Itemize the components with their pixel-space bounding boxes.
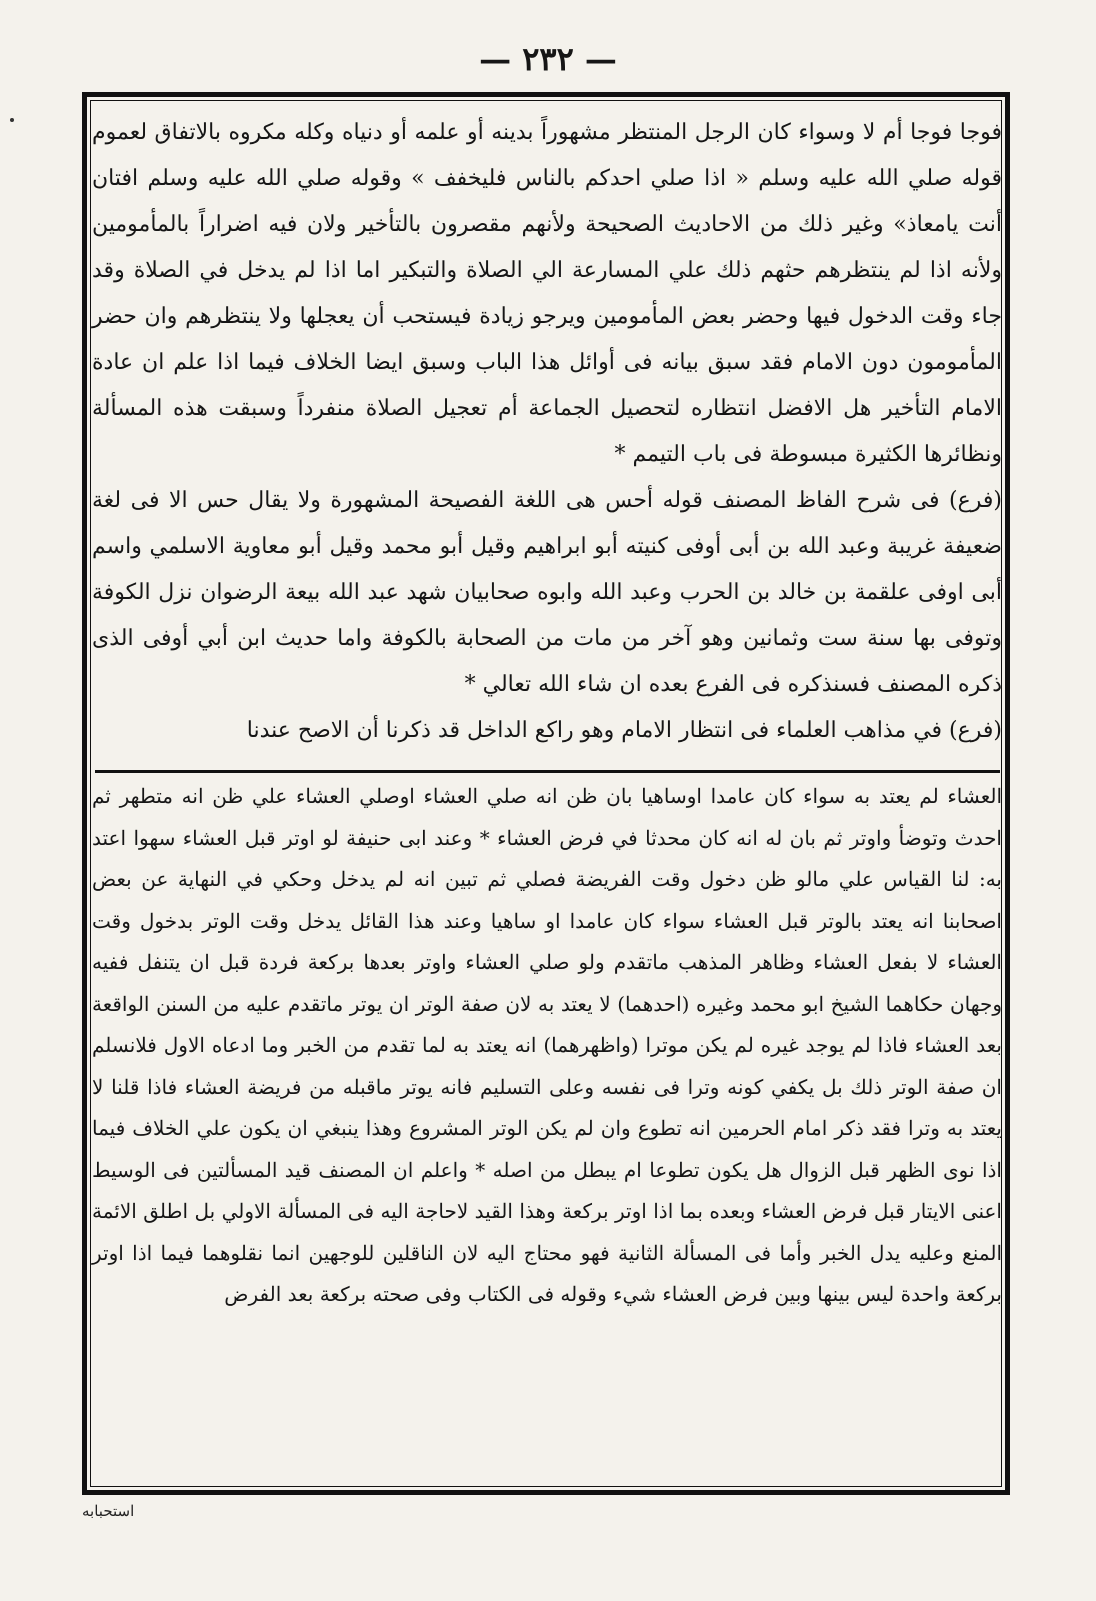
catchword: استحبابه <box>82 1502 135 1520</box>
main-paragraph: (فرع) في مذاهب العلماء فى انتظار الامام وهو راكع الداخل قد ذكرنا أن الاصح عندنا <box>246 718 1002 743</box>
margin-speck <box>10 118 14 122</box>
main-paragraph: فوجا فوجا أم لا وسواء كان الرجل المنتظر مشهوراً بدينه أو علمه أو دنياه وكله مكروه بالاتفاق لعموم قوله صلي الله عليه وسلم « اذا صلي احدكم بالناس فليخفف » وقوله صلي الله عليه وسلم افتان أنت يامعاذ» وغير ذلك من الاحاديث الصحيحة ولأنهم مقصرون بالتأخير ولان فيه اضراراً بالمأمومين ولأنه اذا لم ينتظرهم حثهم ذلك علي المسارعة الي الصلاة والتبكير اما اذا لم يدخل في الصلاة وقد جاء وقت الدخول فيها وحضر بعض المأمومين ويرجو زيادة فيستحب أن يعجلها ولا ينتظرهم وان حضر المأمومون دون الامام فقد سبق بيانه فى أوائل هذا الباب وسبق ايضا الخلاف فيما اذا علم ان عادة الامام التأخير هل الافضل انتظاره لتحصيل الجماعة أم تعجيل الصلاة منفرداً وسبقت هذه المسألة ونظائرها الكثيرة مبسوطة فى باب التيمم * <box>92 120 1002 467</box>
main-text-block <box>92 110 1002 754</box>
page-number: — ٢٣٢ — <box>479 40 617 78</box>
commentary-paragraph: العشاء لم يعتد به سواء كان عامدا اوساهيا بان ظن انه صلي العشاء اوصلي العشاء علي ظن انه متطهر ثم احدث وتوضأ واوتر ثم بان له انه كان محدثا في فرض العشاء * وعند ابى حنيفة لو اوتر قبل العشاء سهوا اعتد به: لنا القياس علي مالو ظن دخول وقت الفريضة فصلي ثم تبين انه لم يدخل وحكي في النهاية عن بعض اصحابنا انه يعتد بالوتر قبل العشاء سواء كان عامدا او ساهيا وعند هذا القائل يدخل وقت الوتر بدخول وقت العشاء لا بفعل العشاء وظاهر المذهب ماتقدم ولو صلي العشاء واوتر بعدها بركعة فردة قبل ان يتنفل ففيه وجهان حكاهما الشيخ ابو محمد وغيره (احدهما) لا يعتد به لان صفة الوتر ان يوتر ماتقدم عليه من السنن الواقعة بعد العشاء فاذا لم يوجد غيره لم يكن موترا (واظهرهما) انه يعتد به لما تقدم من الخبر وما ادعاه الاول فلانسلم ان صفة الوتر ذلك بل يكفي كونه وترا فى نفسه وعلى التسليم فانه يوتر ماقبله من فريضة العشاء فاذا قلنا لا يعتد به وترا فقد ذكر امام الحرمين انه تطوع وان لم يكن الوتر المشروع وهذا ينبغي ان يكون علي الخلاف فيما اذا نوى الظهر قبل الزوال هل يكون تطوعا ام يبطل من اصله * واعلم ان المصنف قيد المسألتين فى الوسيط اعنى الايتار قبل فرض العشاء وبعده بما اذا اوتر بركعة وهذا القيد لاحاجة اليه فى المسألة الاولي بل اطلق الائمة المنع وعليه يدل الخبر وأما فى المسألة الثانية فهو محتاج اليه لان الناقلين للوجهين انما نقلوهما فيما اذا اوتر بركعة واحدة ليس بينها وبين فرض العشاء شيء وقوله فى الكتاب وفى صحته بركعة بعد الفرض <box>92 784 1002 1306</box>
commentary-block <box>92 776 1002 1316</box>
main-paragraph: (فرع) فى شرح الفاظ المصنف قوله أحس هى اللغة الفصيحة المشهورة ولا يقال حس الا فى لغة ضعيفة غريبة وعبد الله بن أبى أوفى كنيته أبو ابراهيم وقيل أبو محمد وقيل أبو معاوية الاسلمي واسم أبى اوفى علقمة بن خالد بن الحرب وعبد الله وابوه صحابيان شهد عبد الله بيعة الرضوان نزل الكوفة وتوفى بها سنة ست وثمانين وهو آخر من مات من الصحابة بالكوفة واما حديث ابن أبي أوفى الذى ذكره المصنف فسنذكره فى الفرع بعده ان شاء الله تعالي * <box>92 488 1002 697</box>
section-divider <box>95 770 1000 773</box>
